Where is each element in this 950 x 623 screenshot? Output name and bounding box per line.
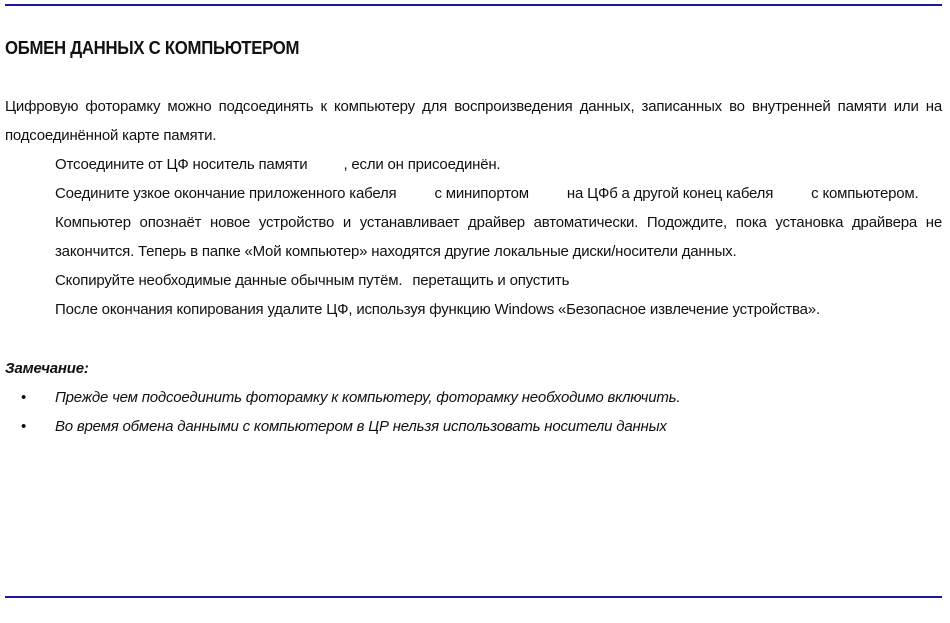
step-driver-install: Компьютер опознаёт новое устройство и устанавливает драйвер автоматически. Подождите, пока установка драйвера не закончится. Теперь в папке «Мой компьютер» находятся другие локальные диски/носители данных. bbox=[55, 214, 942, 260]
step-disconnect-media bbox=[55, 150, 942, 179]
note-item-text: Во время обмена данными с компьютером в ЦР нельзя использовать носители данных bbox=[55, 418, 667, 435]
note-heading: Замечание: bbox=[5, 360, 89, 377]
bullet-icon: • bbox=[21, 418, 27, 435]
step-2-text-a: Соедините узкое окончание приложенного кабеля bbox=[55, 185, 397, 202]
step-1-text-b: , если он присоединён. bbox=[343, 156, 501, 173]
intro-paragraph: Цифровую фоторамку можно подсоединять к компьютеру для воспроизведения данных, записанных во внутренней памяти или на подсоединённой карте памяти. bbox=[5, 98, 942, 144]
top-divider bbox=[5, 4, 942, 6]
note-item-text: Прежде чем подсоединить фоторамку к компьютеру, фоторамку необходимо включить. bbox=[55, 389, 681, 406]
notes-list bbox=[5, 383, 942, 441]
step-connect-cable bbox=[55, 179, 942, 208]
step-4-text-b: перетащить и опустить bbox=[412, 272, 570, 289]
note-item bbox=[5, 383, 942, 412]
step-2-text-c: на ЦФб а другой конец кабеля bbox=[566, 185, 774, 202]
step-4-text-a: Скопируйте необходимые данные обычным путём. bbox=[55, 272, 403, 289]
bottom-divider bbox=[5, 596, 942, 598]
step-1-text-a: Отсоедините от ЦФ носитель памяти bbox=[55, 156, 308, 173]
steps-list bbox=[55, 150, 942, 324]
note-item bbox=[5, 412, 942, 441]
step-2-text-d: с компьютером. bbox=[811, 185, 919, 202]
step-safe-removal: После окончания копирования удалите ЦФ, используя функцию Windows «Безопасное извлечение устройства». bbox=[55, 301, 820, 318]
bullet-icon: • bbox=[21, 389, 27, 406]
page-title: ОБМЕН ДАННЫХ С КОМПЬЮТЕРОМ bbox=[5, 38, 300, 58]
step-2-text-b: с минипортом bbox=[434, 185, 529, 202]
step-copy-data bbox=[55, 266, 942, 295]
